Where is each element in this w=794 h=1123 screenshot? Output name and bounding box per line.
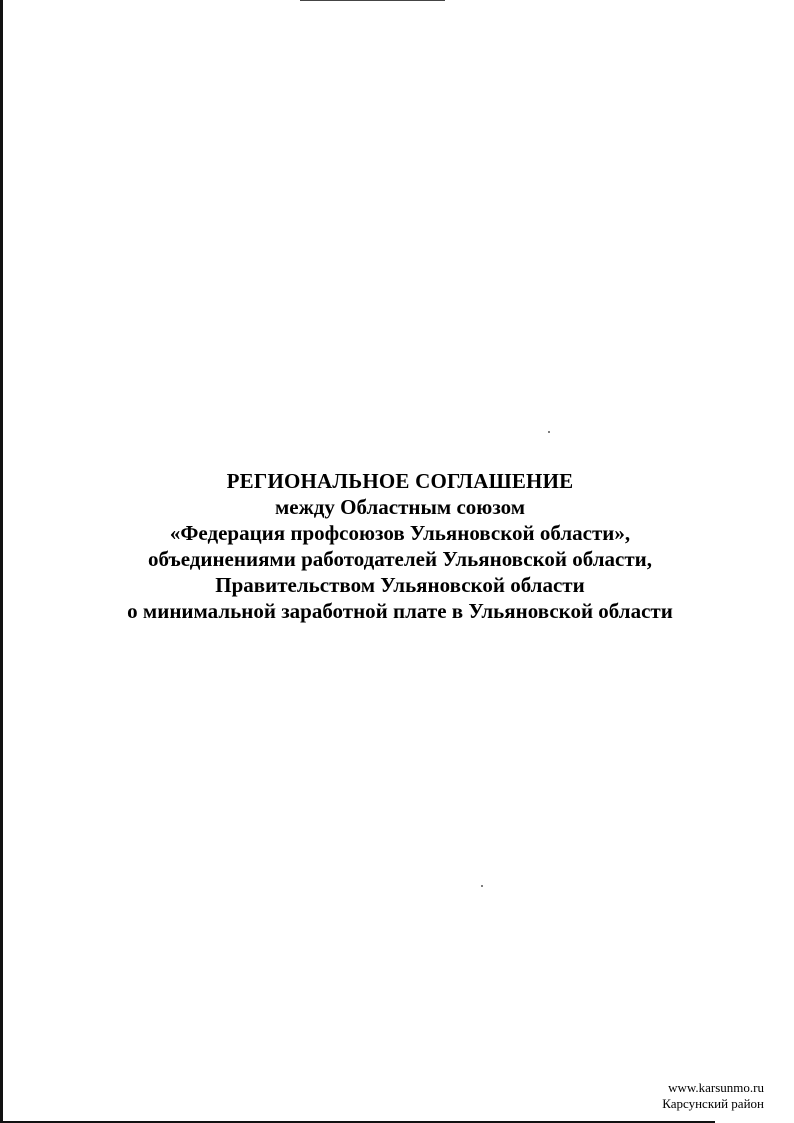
scan-edge-left bbox=[0, 0, 3, 1123]
title-line-main: РЕГИОНАЛЬНОЕ СОГЛАШЕНИЕ bbox=[226, 469, 574, 493]
website-text: www.karsunmo.ru bbox=[668, 1080, 764, 1095]
district-text: Карсунский район bbox=[662, 1096, 764, 1111]
title-line-subject: о минимальной заработной плате в Ульяновской области bbox=[127, 599, 673, 623]
title-line-employers: объединениями работодателей Ульяновской области, bbox=[147, 547, 653, 571]
document-title bbox=[20, 468, 780, 624]
title-line-parties: между Областным союзом bbox=[274, 495, 526, 519]
scan-speck bbox=[481, 885, 483, 887]
site-stamp bbox=[662, 1080, 764, 1112]
title-line-government: Правительством Ульяновской области bbox=[215, 573, 585, 597]
title-line-federation: «Федерация профсоюзов Ульяновской области», bbox=[169, 521, 631, 545]
scan-edge-top bbox=[300, 0, 445, 1]
scan-speck bbox=[548, 431, 550, 433]
